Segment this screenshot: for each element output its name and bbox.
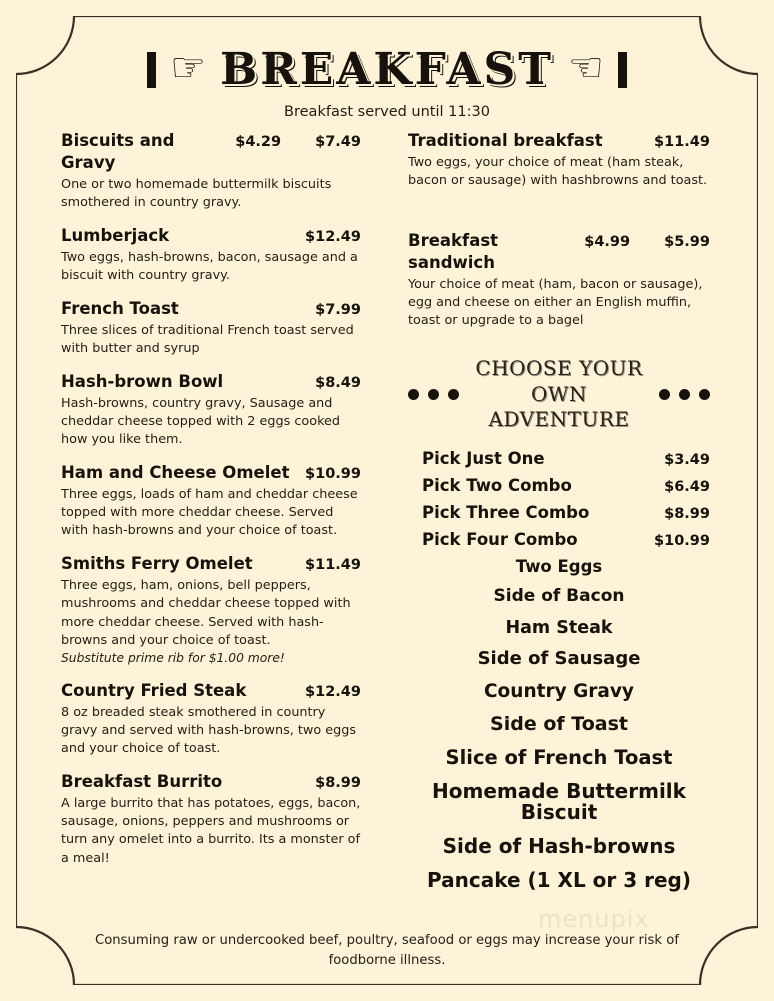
- menu-item-description: Your choice of meat (ham, bacon or sausage), egg and cheese on either an English muffin, toast or upgrade to a bagel: [408, 276, 703, 328]
- menu-item-name: Ham and Cheese Omelet: [61, 463, 290, 483]
- dot-icon: [699, 389, 710, 400]
- menu-item-head: [61, 130, 361, 174]
- title-row: [0, 44, 774, 96]
- combo-price: $3.49: [664, 451, 710, 468]
- menu-item-head: [408, 130, 710, 152]
- menu-item-description: Hash-browns, country gravy, Sausage and cheddar cheese topped with 2 eggs cooked how you like them.: [61, 395, 341, 448]
- menu-item-head: [61, 225, 361, 247]
- menu-item-description: Three eggs, loads of ham and cheddar cheese topped with more cheddar cheese. Served with hash-browns and your choice of toast.: [61, 487, 358, 539]
- choice-item: Pancake (1 XL or 3 reg): [427, 868, 691, 893]
- menu-item: [61, 553, 361, 667]
- menu-item-name: Biscuits and Gravy: [61, 131, 175, 172]
- price-group: [584, 234, 710, 250]
- menu-item-note: Substitute prime rib for $1.00 more!: [61, 650, 285, 665]
- choice-item: Side of Bacon: [493, 586, 625, 607]
- choice-item: Side of Sausage: [477, 648, 641, 670]
- dot-icon: [428, 389, 439, 400]
- price-group: [305, 466, 361, 482]
- menu-item-description: A large burrito that has potatoes, eggs, bacon, sausage, onions, peppers and mushrooms or turn any omelet into a burrito. Its a monster of a meal!: [61, 796, 361, 866]
- dots-left: [408, 389, 459, 400]
- menu-item-head: [61, 298, 361, 320]
- combo-price: $10.99: [654, 532, 710, 549]
- menu-item-description: Two eggs, your choice of meat (ham steak, bacon or sausage) with hashbrowns and toast.: [408, 154, 708, 188]
- combo-name: Pick Three Combo: [422, 502, 590, 522]
- choice-list: [408, 558, 710, 891]
- right-menu-column: [408, 130, 710, 904]
- dot-icon: [448, 389, 459, 400]
- menu-item-price: $11.49: [654, 134, 710, 150]
- menu-item-price: $7.99: [315, 301, 361, 318]
- combo-list: [408, 449, 710, 549]
- price-group: [305, 229, 361, 245]
- pointing-hand-icon-right: ☞: [568, 45, 604, 91]
- menu-item-head: [408, 230, 710, 274]
- title-bar-right: [618, 52, 627, 88]
- pointing-hand-icon-left: ☞: [170, 45, 206, 91]
- menu-item-name: Breakfast Burrito: [61, 772, 223, 792]
- watermark: menupix: [538, 905, 650, 933]
- menu-item-price: $12.49: [305, 228, 361, 245]
- title-bar-left: [147, 52, 156, 88]
- choose-your-own-adventure-section: [408, 356, 710, 891]
- cyoa-heading-row: [408, 356, 710, 433]
- menu-item-price: $12.49: [305, 684, 361, 701]
- menu-item: [61, 298, 361, 358]
- menu-item-description: Three eggs, ham, onions, bell peppers, mushrooms and cheddar cheese topped with more cheddar cheese. Served with hash-browns and your choice of toast.: [61, 578, 351, 648]
- combo-name: Pick Four Combo: [422, 529, 578, 549]
- choice-item: Slice of French Toast: [445, 745, 673, 769]
- cyoa-title: [472, 356, 646, 433]
- choice-item: Ham Steak: [505, 618, 613, 639]
- menu-item: [61, 771, 361, 867]
- menu-item: [61, 130, 361, 212]
- menu-header: [0, 44, 774, 120]
- combo-row: [408, 503, 710, 522]
- menu-item-price: $4.99: [584, 234, 631, 251]
- menu-item: [408, 230, 710, 330]
- menu-item: [61, 371, 361, 449]
- menu-item-name: Lumberjack: [61, 225, 170, 245]
- dot-icon: [659, 389, 670, 400]
- menu-item-price: $4.29: [235, 134, 282, 150]
- choice-item: Side of Toast: [490, 712, 628, 735]
- menu-item-head: [61, 553, 361, 575]
- menu-item-price: $5.99: [664, 234, 710, 251]
- price-group: [315, 375, 361, 391]
- menu-item-head: [61, 771, 361, 793]
- menu-item-name: Hash-brown Bowl: [61, 372, 224, 391]
- menu-subtitle: Breakfast served until 11:30: [284, 104, 490, 120]
- menu-item: [61, 462, 361, 540]
- price-group: [305, 557, 361, 573]
- choice-item: Side of Hash-browns: [442, 834, 676, 859]
- price-group: [305, 684, 361, 700]
- menu-item-price: $11.49: [305, 557, 361, 574]
- left-menu-column: [61, 130, 361, 881]
- menu-item: [61, 680, 361, 758]
- menu-item: [408, 130, 710, 190]
- menu-item-price: $8.49: [315, 375, 361, 391]
- cyoa-title-line2: ADVENTURE: [488, 407, 630, 432]
- combo-name: Pick Just One: [422, 448, 545, 468]
- combo-row: [408, 449, 710, 468]
- price-group: [654, 134, 710, 150]
- page-title: BREAKFAST: [220, 44, 554, 95]
- combo-name: Pick Two Combo: [422, 475, 572, 495]
- menu-item-description: 8 oz breaded steak smothered in country gravy and served with hash-browns, two eggs and your choice of toast.: [61, 704, 357, 757]
- menu-item-head: [61, 462, 361, 484]
- choice-item: Country Gravy: [483, 681, 634, 703]
- dots-right: [659, 389, 710, 400]
- menu-item-description: Three slices of traditional French toast served with butter and syrup: [61, 322, 354, 356]
- price-group: [235, 134, 361, 150]
- menu-item-name: Smiths Ferry Omelet: [61, 554, 253, 574]
- menu-item: [61, 225, 361, 285]
- menu-item-head: [61, 680, 361, 702]
- combo-row: [408, 476, 710, 495]
- choice-item: Two Eggs: [515, 556, 603, 576]
- menu-item-price: $7.49: [315, 134, 361, 150]
- dot-icon: [408, 389, 419, 400]
- combo-price: $6.49: [664, 478, 710, 495]
- dot-icon: [679, 389, 690, 400]
- menu-item-name: Breakfast sandwich: [408, 231, 499, 272]
- price-group: [315, 302, 361, 318]
- menu-item-price: $8.99: [315, 775, 361, 792]
- menu-item-name: Country Fried Steak: [61, 681, 247, 701]
- combo-row: [408, 530, 710, 549]
- menu-item-description: Two eggs, hash-browns, bacon, sausage and a biscuit with country gravy.: [61, 249, 358, 283]
- price-group: [315, 775, 361, 791]
- choice-item: Homemade Buttermilk Biscuit: [432, 779, 686, 825]
- cyoa-title-line1: CHOOSE YOUR OWN: [475, 356, 643, 406]
- menu-item-name: French Toast: [61, 298, 179, 318]
- menu-item-name: Traditional breakfast: [408, 131, 603, 150]
- menu-item-description: One or two homemade buttermilk biscuits smothered in country gravy.: [61, 176, 332, 210]
- menu-item-head: [61, 371, 361, 393]
- combo-price: $8.99: [664, 505, 710, 522]
- menu-item-price: $10.99: [305, 466, 361, 483]
- disclaimer-text: Consuming raw or undercooked beef, poultry, seafood or eggs may increase your risk of foodborne illness.: [95, 933, 679, 969]
